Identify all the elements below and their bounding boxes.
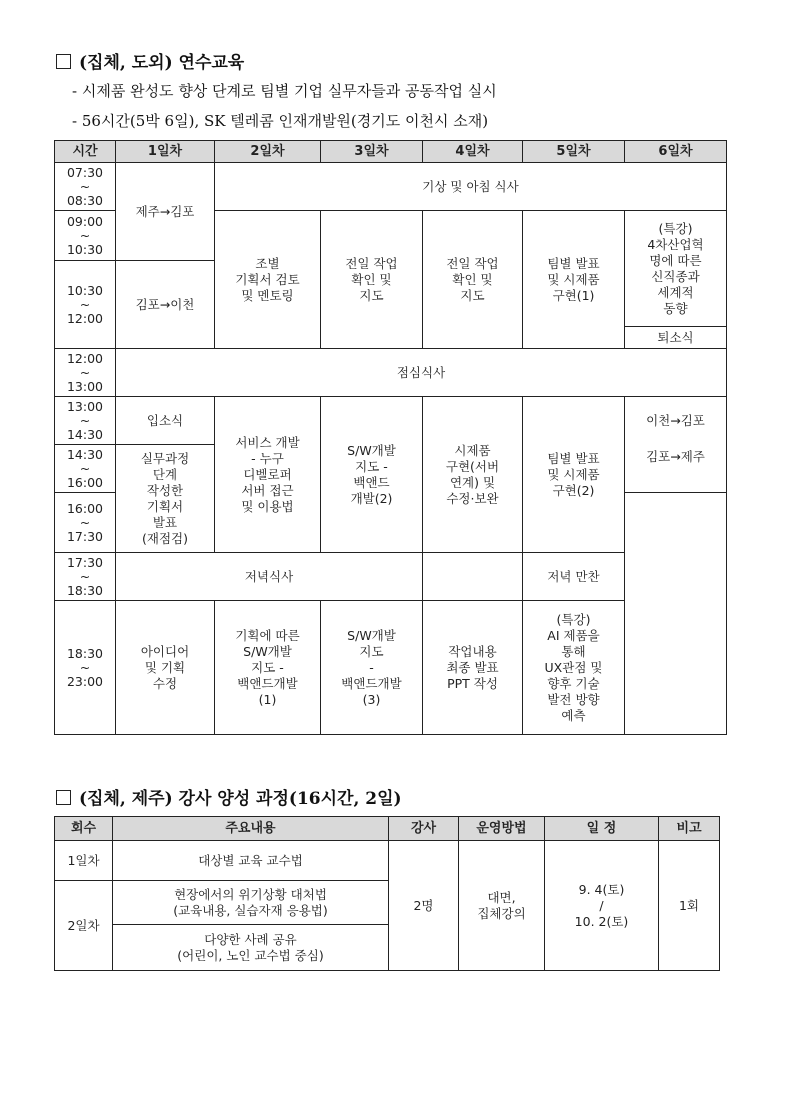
d2-evening-cell: 기획에 따른 S/W개발 지도 - 백앤드개발 (1) [215, 601, 321, 735]
d4-afternoon-cell: 시제품 구현(서버 연계) 및 수정·보완 [423, 397, 523, 553]
time-cell: 09:00 ~ 10:30 [55, 211, 116, 261]
d5-afternoon-cell: 팀별 발표 및 시제품 구현(2) [523, 397, 625, 553]
d1-practice-cell: 실무과정 단계 작성한 기획서 발표 (재점검) [116, 445, 215, 553]
header-day2: 2일차 [215, 141, 321, 163]
d6-icheon-gimpo-cell: 이천→김포 [625, 397, 727, 445]
d4-morning-cell: 전일 작업 확인 및 지도 [423, 211, 523, 349]
d2-morning-cell: 조별 기획서 검토 및 멘토링 [215, 211, 321, 349]
d1-evening-cell: 아이디어 및 기획 수정 [116, 601, 215, 735]
time-cell: 18:30 ~ 23:00 [55, 601, 116, 735]
section1-bullet-1: - 시제품 완성도 향상 단계로 팀별 기업 실무자들과 공동작업 실시 [72, 82, 497, 100]
table-row [55, 163, 727, 211]
schedule-cell: 9. 4(토) / 10. 2(토) [545, 841, 659, 971]
header-content: 주요내용 [113, 817, 389, 841]
time-cell: 13:00 ~ 14:30 [55, 397, 116, 445]
header-method: 운영방법 [459, 817, 545, 841]
time-cell: 16:00 ~ 17:30 [55, 493, 116, 553]
round-day1-cell: 1일차 [55, 841, 113, 881]
header-round: 회수 [55, 817, 113, 841]
header-instructor: 강사 [389, 817, 459, 841]
course-header-row [55, 817, 720, 841]
section1-title: (집체, 도외) 연수교육 [79, 53, 245, 73]
header-day5: 5일차 [523, 141, 625, 163]
schedule-header-row [55, 141, 727, 163]
method-cell: 대면, 집체강의 [459, 841, 545, 971]
header-day4: 4일차 [423, 141, 523, 163]
header-day1: 1일차 [116, 141, 215, 163]
time-cell: 12:00 ~ 13:00 [55, 349, 116, 397]
header-time: 시간 [55, 141, 116, 163]
d6-empty-cell [625, 493, 727, 735]
dinner-cell: 저녁식사 [116, 553, 423, 601]
header-day3: 3일차 [321, 141, 423, 163]
round-day2-cell: 2일차 [55, 881, 113, 971]
time-cell: 10:30 ~ 12:00 [55, 261, 116, 349]
time-cell: 14:30 ~ 16:00 [55, 445, 116, 493]
d6-gimpo-jeju-cell: 김포→제주 [625, 445, 727, 493]
table-row [55, 397, 727, 445]
time-cell: 17:30 ~ 18:30 [55, 553, 116, 601]
checkbox-square-icon [56, 790, 71, 805]
instructor-cell: 2명 [389, 841, 459, 971]
d6-lecture-cell: (특강) 4차산업혁 명에 따른 신직종과 세계적 동향 [625, 211, 727, 327]
d1-jeju-gimpo-cell: 제주→김포 [116, 163, 215, 261]
d5-evening-cell: (특강) AI 제품을 통해 UX관점 및 향후 기술 발전 방향 예측 [523, 601, 625, 735]
table-row [55, 349, 727, 397]
d4-evening-cell: 작업내용 최종 발표 PPT 작성 [423, 601, 523, 735]
d5-dinner-cell: 저녁 만찬 [523, 553, 625, 601]
d3-evening-cell: S/W개발 지도 - 백앤드개발 (3) [321, 601, 423, 735]
d4-dinner-empty-cell [423, 553, 523, 601]
content-cell: 대상별 교육 교수법 [113, 841, 389, 881]
d1-gimpo-icheon-cell: 김포→이천 [116, 261, 215, 349]
d3-morning-cell: 전일 작업 확인 및 지도 [321, 211, 423, 349]
section2-heading [56, 784, 402, 809]
d5-morning-cell: 팀별 발표 및 시제품 구현(1) [523, 211, 625, 349]
time-cell: 07:30 ~ 08:30 [55, 163, 116, 211]
header-schedule: 일 정 [545, 817, 659, 841]
checkbox-square-icon [56, 54, 71, 69]
d1-opening-cell: 입소식 [116, 397, 215, 445]
d3-afternoon-cell: S/W개발 지도 - 백앤드 개발(2) [321, 397, 423, 553]
d2-afternoon-cell: 서비스 개발 - 누구 디벨로퍼 서버 접근 및 이용법 [215, 397, 321, 553]
table-row [55, 841, 720, 881]
header-note: 비고 [659, 817, 720, 841]
note-cell: 1회 [659, 841, 720, 971]
section1-heading [56, 48, 244, 73]
instructor-course-table [54, 816, 720, 971]
header-day6: 6일차 [625, 141, 727, 163]
content-cell: 다양한 사례 공유 (어린이, 노인 교수법 중심) [113, 925, 389, 971]
lunch-cell: 점심식사 [116, 349, 727, 397]
section1-bullet-2: - 56시간(5박 6일), SK 텔레콤 인재개발원(경기도 이천시 소재) [72, 112, 489, 130]
training-schedule-table [54, 140, 727, 735]
breakfast-cell: 기상 및 아침 식사 [215, 163, 727, 211]
section2-title: (집체, 제주) 강사 양성 과정(16시간, 2일) [79, 789, 402, 809]
d6-closing-cell: 퇴소식 [625, 327, 727, 349]
content-cell: 현장에서의 위기상황 대처법 (교육내용, 실습자재 응용법) [113, 881, 389, 925]
